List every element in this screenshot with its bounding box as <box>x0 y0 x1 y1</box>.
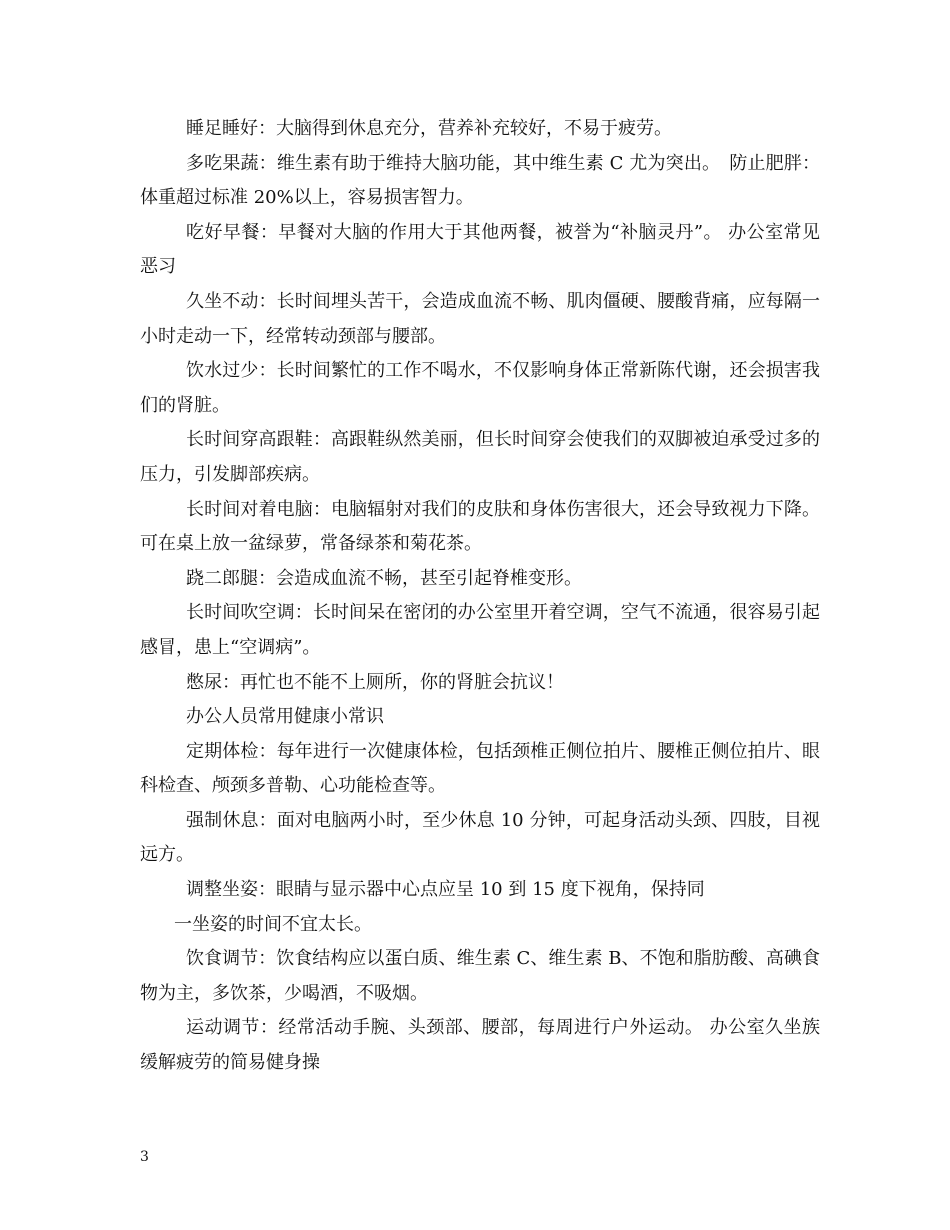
paragraph-computer: 长时间对着电脑：电脑辐射对我们的皮肤和身体伤害很大，还会导致视力下降。可在桌上放一盆绿萝，常备绿茶和菊花茶。 <box>140 498 820 555</box>
paragraph-fruits-vegetables: 多吃果蔬：维生素有助于维持大脑功能，其中维生素 C 尤为突出。 防止肥胖：体重超过标准 20%以上，容易损害智力。 <box>140 152 820 209</box>
paragraph-crossed-legs: 跷二郎腿：会造成血流不畅，甚至引起脊椎变形。 <box>186 567 582 589</box>
section-heading-health-tips: 办公人员常用健康小常识 <box>186 706 384 728</box>
paragraph-sitting: 久坐不动：长时间埋头苦干，会造成血流不畅、肌肉僵硬、腰酸背痛，应每隔一小时走动一下，经常转动颈部与腰部。 <box>140 290 820 347</box>
paragraph-exercise: 运动调节：经常活动手腕、头颈部、腰部，每周进行户外运动。 办公室久坐族缓解疲劳的简易健身操 <box>140 1017 820 1074</box>
paragraph-sleep: 睡足睡好：大脑得到休息充分，营养补充较好，不易于疲劳。 <box>186 118 672 139</box>
paragraph-rest: 强制休息：面对电脑两小时，至少休息 10 分钟，可起身活动头颈、四肢，目视远方。 <box>140 809 820 866</box>
paragraph-posture-continued: 一坐姿的时间不宜太长。 <box>174 913 372 935</box>
paragraph-checkup: 定期体检：每年进行一次健康体检，包括颈椎正侧位拍片、腰椎正侧位拍片、眼科检查、颅颈多普勒、心功能检查等。 <box>140 740 820 797</box>
paragraph-holding-urine: 憋尿：再忙也不能不上厕所，你的肾脏会抗议！ <box>186 671 564 693</box>
paragraph-diet: 饮食调节：饮食结构应以蛋白质、维生素 C、维生素 B、不饱和脂肪酸、高碘食物为主，多饮茶，少喝酒，不吸烟。 <box>140 948 820 1004</box>
document-body <box>140 112 820 1081</box>
paragraph-high-heels: 长时间穿高跟鞋：高跟鞋纵然美丽，但长时间穿会使我们的双脚被迫承受过多的压力，引发脚部疾病。 <box>140 429 820 485</box>
paragraph-posture: 调整坐姿：眼睛与显示器中心点应呈 10 到 15 度下视角，保持同 <box>186 879 705 901</box>
paragraph-air-conditioning: 长时间吹空调：长时间呆在密闭的办公室里开着空调，空气不流通，很容易引起感冒，患上“空调病”。 <box>140 602 820 658</box>
paragraph-drinking-water: 饮水过少：长时间繁忙的工作不喝水，不仅影响身体正常新陈代谢，还会损害我们的肾脏。 <box>140 360 820 416</box>
page-number: 3 <box>140 1149 149 1165</box>
paragraph-breakfast: 吃好早餐：早餐对大脑的作用大于其他两餐，被誉为“补脑灵丹”。 办公室常见恶习 <box>140 221 820 278</box>
